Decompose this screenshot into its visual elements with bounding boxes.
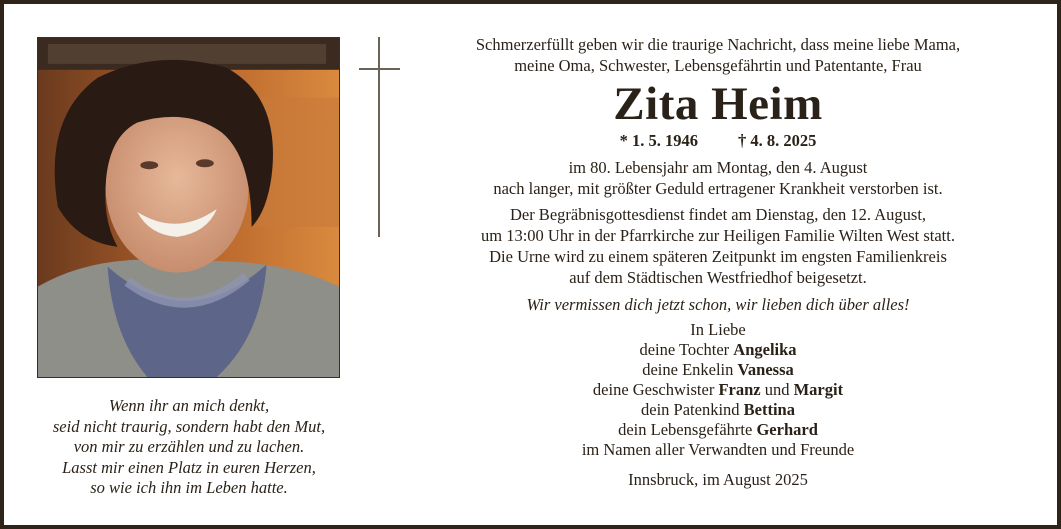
signature-daughter	[408, 340, 1028, 360]
notice-text	[408, 34, 1028, 490]
death-text-line: im 80. Lebensjahr am Montag, den 4. August	[568, 158, 868, 177]
birth-date: * 1. 5. 1946	[619, 131, 698, 150]
relation-label: deine Enkelin	[642, 360, 734, 379]
signature-siblings	[408, 380, 1028, 400]
relation-label: deine Tochter	[639, 340, 730, 359]
poem-line: so wie ich ihn im Leben hatte.	[90, 478, 288, 497]
signature-partner	[408, 420, 1028, 440]
conjunction: und	[764, 380, 790, 399]
signature-granddaughter	[408, 360, 1028, 380]
poem-line: von mir zu erzählen und zu lachen.	[73, 437, 305, 456]
cross-icon-bar	[359, 68, 400, 70]
memorial-quote: Wir vermissen dich jetzt schon, wir lieben dich über alles!	[526, 295, 910, 314]
signature-block	[408, 320, 1028, 460]
relative-name: Franz	[718, 380, 761, 399]
poem-line: Wenn ihr an mich denkt,	[108, 396, 270, 415]
life-dates	[408, 130, 1028, 151]
death-text-line: nach langer, mit größter Geduld ertragener Krankheit verstorben ist.	[493, 179, 943, 198]
memorial-poem	[20, 396, 358, 499]
relation-label: dein Patenkind	[641, 400, 740, 419]
relation-label: dein Lebensgefährte	[618, 420, 753, 439]
place-date: Innsbruck, im August 2025	[628, 470, 808, 489]
signature-opening: In Liebe	[690, 320, 746, 339]
service-text-line: Der Begräbnisgottesdienst findet am Dienstag, den 12. August,	[509, 205, 927, 224]
cross-icon	[378, 37, 380, 237]
relative-name: Vanessa	[737, 360, 794, 379]
intro-line: meine Oma, Schwester, Lebensgefährtin und Patentante, Frau	[514, 56, 922, 75]
death-date: † 4. 8. 2025	[738, 131, 817, 150]
poem-line: seid nicht traurig, sondern habt den Mut,	[52, 416, 326, 436]
relative-name: Margit	[793, 380, 844, 399]
relation-label: deine Geschwister	[592, 380, 715, 399]
relative-name: Angelika	[733, 340, 797, 359]
deceased-name: Zita Heim	[613, 78, 823, 130]
relative-name: Bettina	[743, 400, 795, 419]
signature-closing: im Namen aller Verwandten und Freunde	[581, 440, 855, 459]
relative-name: Gerhard	[756, 420, 818, 439]
portrait-image	[38, 38, 339, 377]
signature-godchild	[408, 400, 1028, 420]
portrait-photo	[37, 37, 340, 378]
service-text-line: auf dem Städtischen Westfriedhof beigesetzt.	[569, 268, 867, 287]
intro-line: Schmerzerfüllt geben wir die traurige Nachricht, dass meine liebe Mama,	[475, 35, 961, 54]
poem-line: Lasst mir einen Platz in euren Herzen,	[62, 457, 316, 477]
service-text-line: um 13:00 Uhr in der Pfarrkirche zur Heiligen Familie Wilten West statt.	[481, 226, 955, 245]
service-text-line: Die Urne wird zu einem späteren Zeitpunkt im engsten Familienkreis	[489, 247, 947, 266]
